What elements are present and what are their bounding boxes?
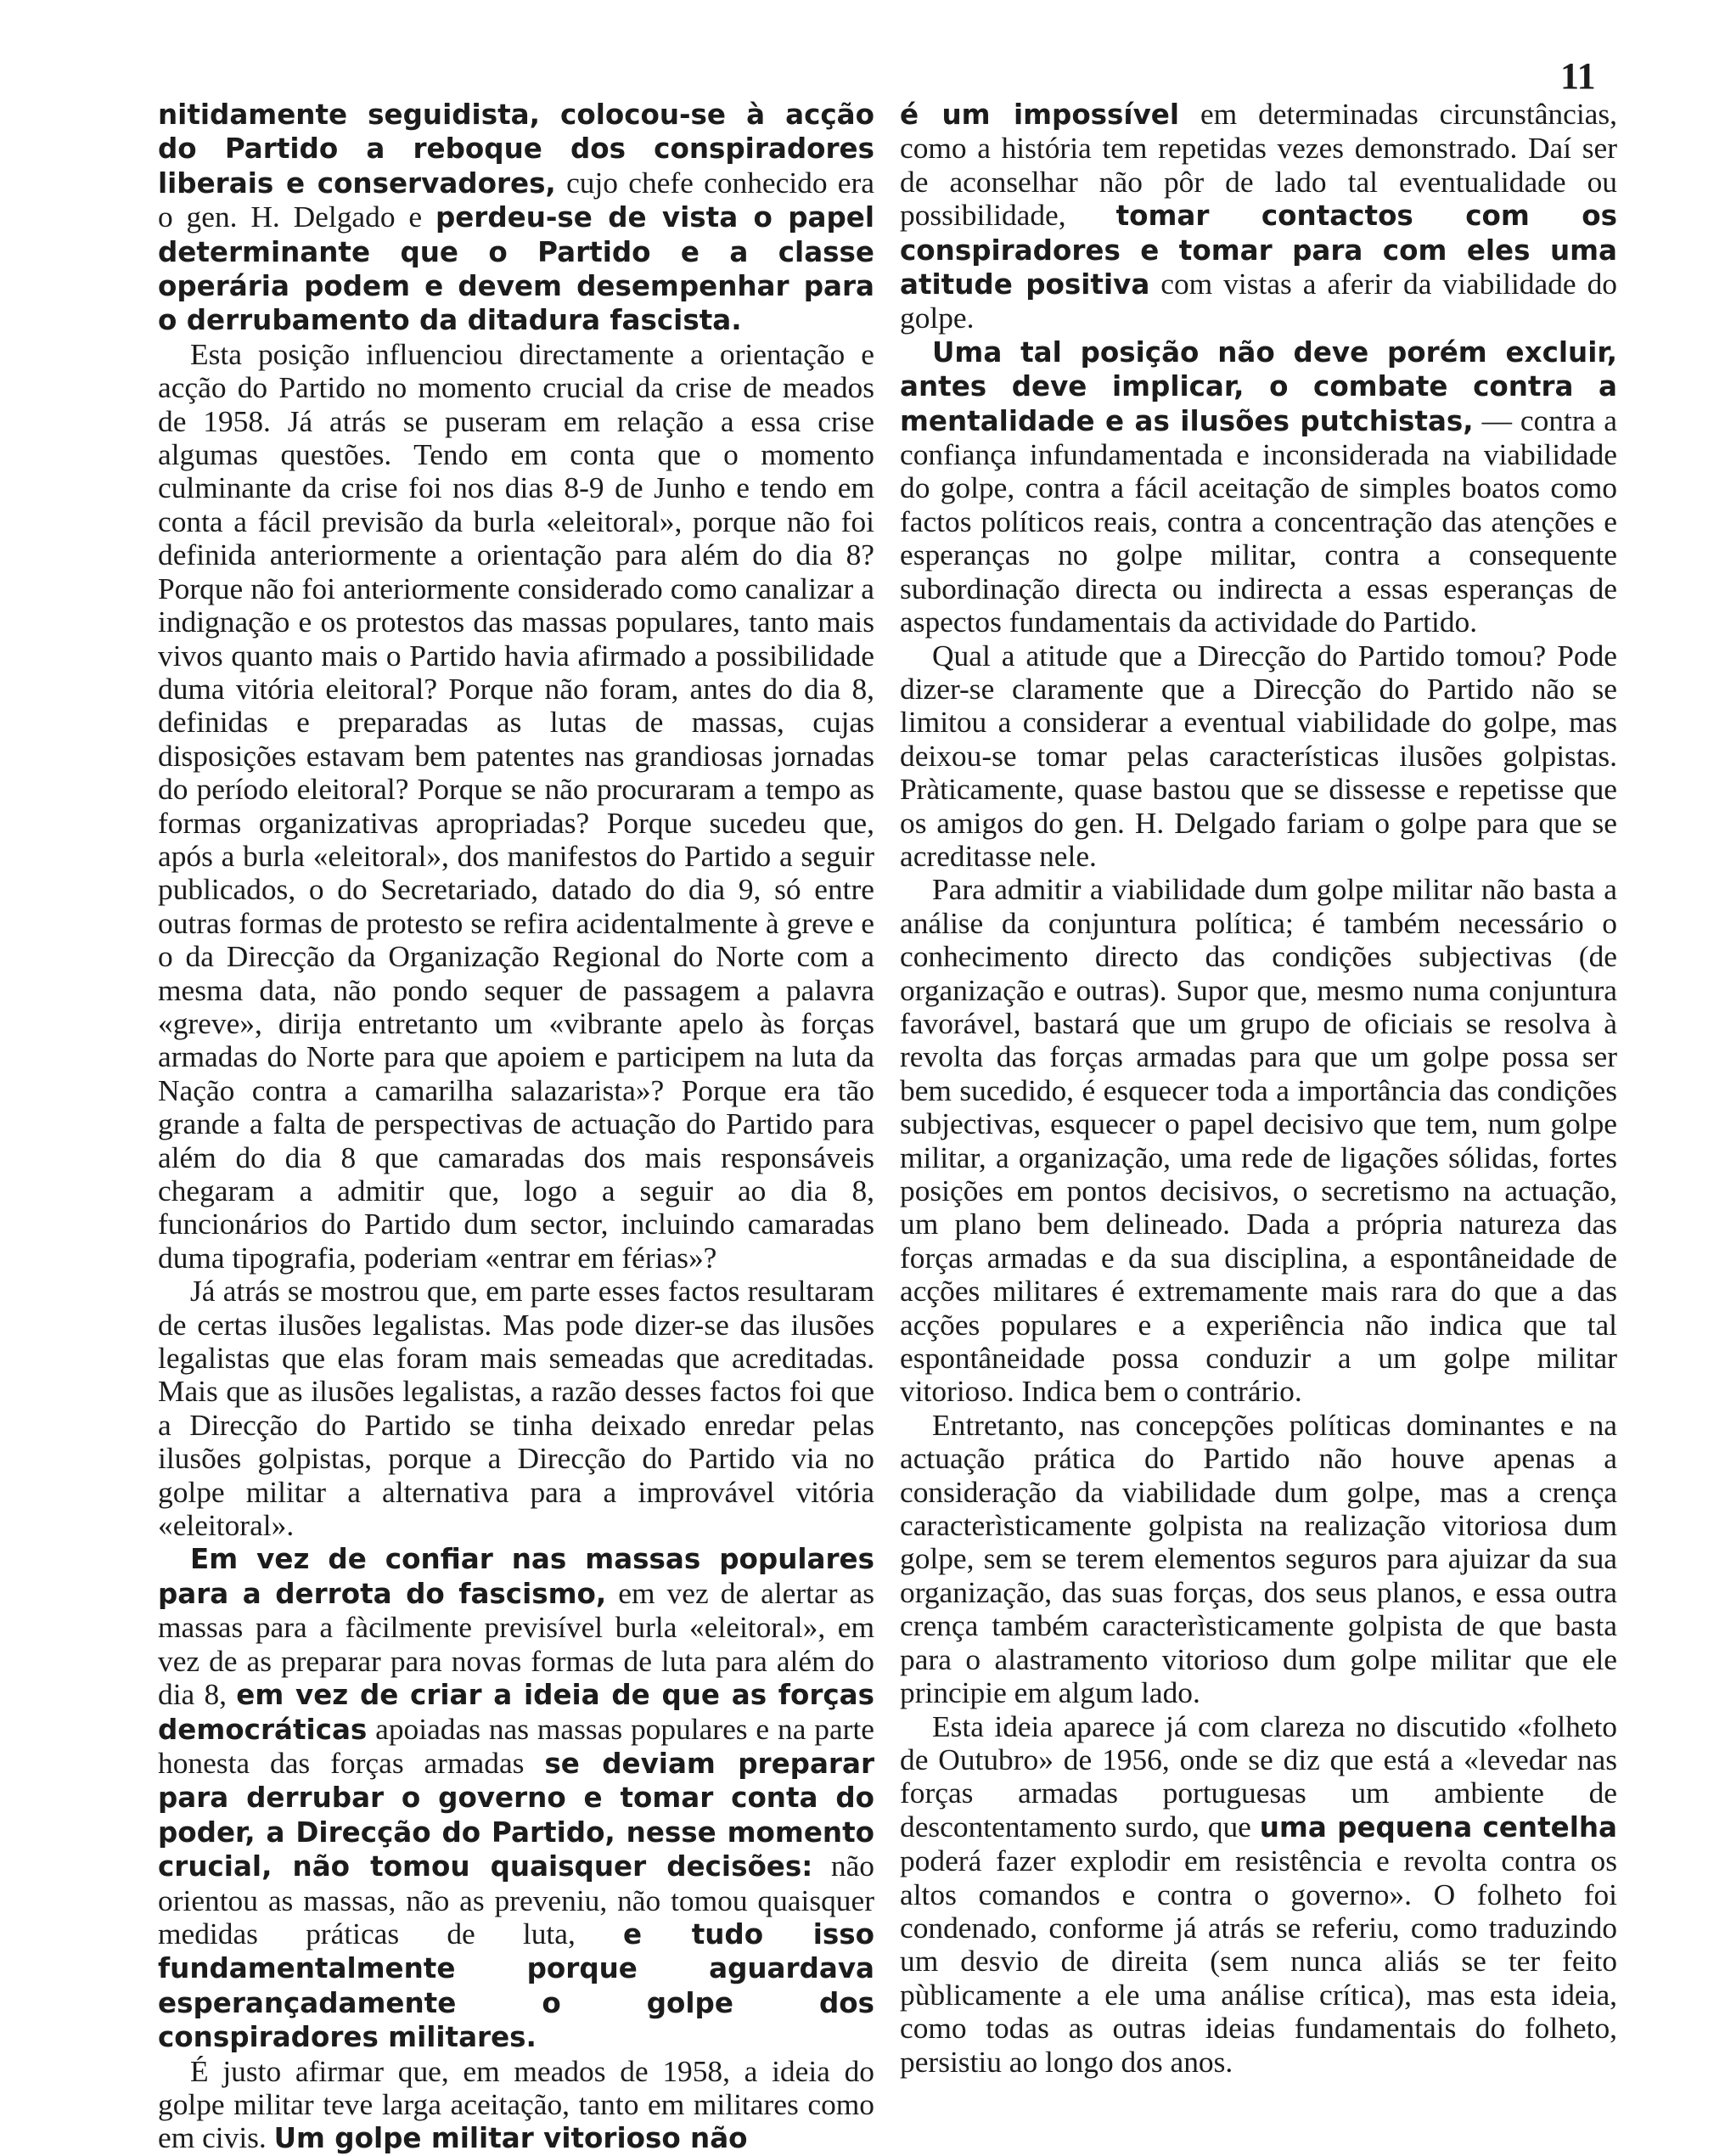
paragraph (900, 873, 1617, 1409)
left-text-column (158, 98, 874, 2156)
right-text-column (900, 98, 1617, 2079)
paragraph (900, 335, 1617, 639)
text-run: Qual a atitude que a Direcção do Partido tomou? Pode dizer-se claramente que a Direcção do Partido não se limitou a considerar a eventual viabilidade do golpe, mas deixou-se tomar pelas características ilusões golpistas. Pràticamente, quase bastou que se dissesse e repetisse que os amigos do gen. H. Delgado fariam o golpe para que se acreditasse nele. (900, 638, 1617, 873)
paragraph (900, 1409, 1617, 1710)
bold-text-run: em vez de criar a ideia de que as forças democráticas (158, 1679, 874, 1746)
text-run: não orientou as massas, não as preveniu, não tomou quaisquer medidas práticas de luta, (158, 1849, 874, 1951)
paragraph (900, 639, 1617, 874)
bold-text-run: é um impossível (900, 99, 1180, 131)
text-run: — contra a confiança infundamentada e inconsiderada na viabilidade do golpe, contra a fácil aceitação de simples boatos como factos políticos reais, contra a concentração das atenções e esperanças no golpe militar, contra a consequente subordinação directa ou indirecta a essas esperanças de aspectos fundamentais da actividade do Partido. (900, 402, 1617, 639)
text-run: em determinadas circunstâncias, como a história tem repetidas vezes demonstrado. Daí ser de aconselhar não pôr de lado tal eventualidade ou possibilidade, (900, 97, 1617, 233)
text-run: Entretanto, nas concepções políticas dominantes e na actuação prática do Partido não houve apenas a consideração da viabilidade dum golpe, mas a crença caracterìsticamente golpista na realização vitoriosa dum golpe, sem se terem elementos seguros para ajuizar da sua organização, das suas forças, dos seus planos, e essa outra crença também caracterìsticamente golpista de que basta para o alastramento vitorioso dum golpe militar que ele principie em algum lado. (900, 1407, 1617, 1710)
paragraph (158, 1542, 874, 2054)
text-run: poderá fazer explodir em resistência e revolta contra os altos comandos e contra o governo». O folheto foi condenado, conforme já atrás se referiu, como traduzindo um desvio de direita (sem nunca aliás se ter feito pùblicamente a ele uma análise crítica), mas esta ideia, como todas as outras ideias fundamentais do folheto, persistiu ao longo dos anos. (900, 1844, 1617, 2079)
text-run: Para admitir a viabilidade dum golpe militar não basta a análise da conjuntura política; é também necessário o conhecimento directo das condições subjectivas (de organização e outras). Supor que, mesmo numa conjuntura favorável, bastará que um grupo de oficiais se resolva à revolta das forças armadas para que um golpe possa ser bem sucedido, é esquecer toda a importância das condições subjectivas, esquecer o papel decisivo que tem, num golpe militar, a organização, uma rede de ligações sólidas, fortes posições em pontos decisivos, o secretismo na actuação, um plano bem delineado. Dada a própria natureza das forças armadas e da sua disciplina, a espontâneidade de acções militares é extremamente mais rara do que a das acções populares e a experiência não indica que tal espontâneidade possa conduzir a um golpe militar vitorioso. Indica bem o contrário. (900, 872, 1617, 1409)
text-run: apoiadas nas massas populares e na parte honesta das forças armadas (158, 1711, 874, 1780)
bold-text-run: nitidamente seguidista, colocou-se à acção do Partido a reboque dos conspiradores liberais e conservadores, (158, 99, 874, 200)
bold-text-run: Uma tal posição não deve porém excluir, antes deve implicar, o combate contra a mentalidade e as ilusões putchistas, (900, 335, 1617, 437)
bold-text-run: se deviam preparar para derrubar o governo e tomar conta do poder, a Direcção do Partido, nesse momento crucial, não tomou quaisquer decisões: (158, 1747, 874, 1883)
text-run: Esta ideia aparece já com clareza no discutido «folheto de Outubro» de 1956, onde se diz que está a «levedar nas forças armadas portuguesas um ambiente de descontentamento surdo, que (900, 1708, 1617, 1844)
text-run: Já atrás se mostrou que, em parte esses factos resultaram de certas ilusões legalistas. Mas pode dizer-se das ilusões legalistas que elas foram mais semeadas que acreditadas. Mais que as ilusões legalistas, a razão desses factos foi que a Direcção do Partido se tinha deixado enredar pelas ilusões golpistas, porque a Direcção do Partido via no golpe militar a alternativa para a improvável vitória «eleitoral». (158, 1274, 874, 1543)
text-run: com vistas a aferir da viabilidade do golpe. (900, 267, 1617, 335)
paragraph (158, 1275, 874, 1542)
paragraph (158, 98, 874, 338)
bold-text-run: uma pequena centelha (1259, 1810, 1618, 1844)
text-run: cujo chefe conhecido era o gen. H. Delgado e (158, 165, 875, 234)
paragraph (900, 1710, 1617, 2079)
bold-text-run: e tudo isso fundamentalmente porque aguardava esperançadamente o golpe dos conspiradores militares. (158, 1917, 874, 2054)
bold-text-run: Em vez de confiar nas massas populares para a derrota do fascismo, (158, 1543, 874, 1610)
page-number: 11 (1560, 55, 1596, 97)
bold-text-run: tomar contactos com os conspiradores e tomar para com eles uma atitude positiva (900, 200, 1617, 301)
bold-text-run: perdeu-se de vista o papel determinante que o Partido e a classe operária podem e devem desempenhar para o derrubamento da ditadura fascista. (158, 201, 875, 337)
text-run: Esta posição influenciou directamente a orientação e acção do Partido no momento crucial da crise de meados de 1958. Já atrás se puseram em relação a essa crise algumas questões. Tendo em conta que o momento culminante da crise foi nos dias 8-9 de Junho e tendo em conta a fácil previsão da burla «eleitoral», porque não foi definida anteriormente a orientação para além do dia 8? Porque não foi anteriormente considerado como canalizar a indignação e os protestos das massas populares, tanto mais vivos quanto mais o Partido havia afirmado a possibilidade duma vitória eleitoral? Porque não foram, antes do dia 8, definidas e preparadas as lutas de massas, cujas disposições estavam bem patentes nas grandiosas jornadas do período eleitoral? Porque se não procuraram a tempo as formas organizativas apropriadas? Porque sucedeu que, após a burla «eleitoral», dos manifestos do Partido a seguir publicados, o do Secretariado, datado do dia 9, só entre outras formas de protesto se refira acidentalmente à greve e o da Direcção da Organização Regional do Norte com a mesma data, não pondo sequer de passagem a palavra «greve», dirija entretanto um «vibrante apelo às forças armadas do Norte para que apoiem e participem na luta da Nação contra a camarilha salazarista»? Porque era tão grande a falta de perspectivas de actuação do Partido para além do dia 8 que camaradas dos mais responsáveis chegaram a admitir que, logo a seguir ao dia 8, funcionários do Partido dum sector, incluindo camaradas duma tipografia, poderiam «entrar em férias»? (158, 336, 874, 1275)
bold-text-run: Um golpe militar vitorioso não (273, 2122, 748, 2155)
paragraph (900, 98, 1617, 335)
paragraph (158, 2055, 874, 2156)
text-run: em vez de alertar as massas para a fàcilmente previsível burla «eleitoral», em vez de as preparar para novas formas de luta para além do dia 8, (158, 1575, 874, 1712)
paragraph (158, 338, 874, 1275)
text-run: É justo afirmar que, em meados de 1958, a ideia do golpe militar teve larga aceitação, tanto em militares como em civis. (158, 2053, 874, 2155)
